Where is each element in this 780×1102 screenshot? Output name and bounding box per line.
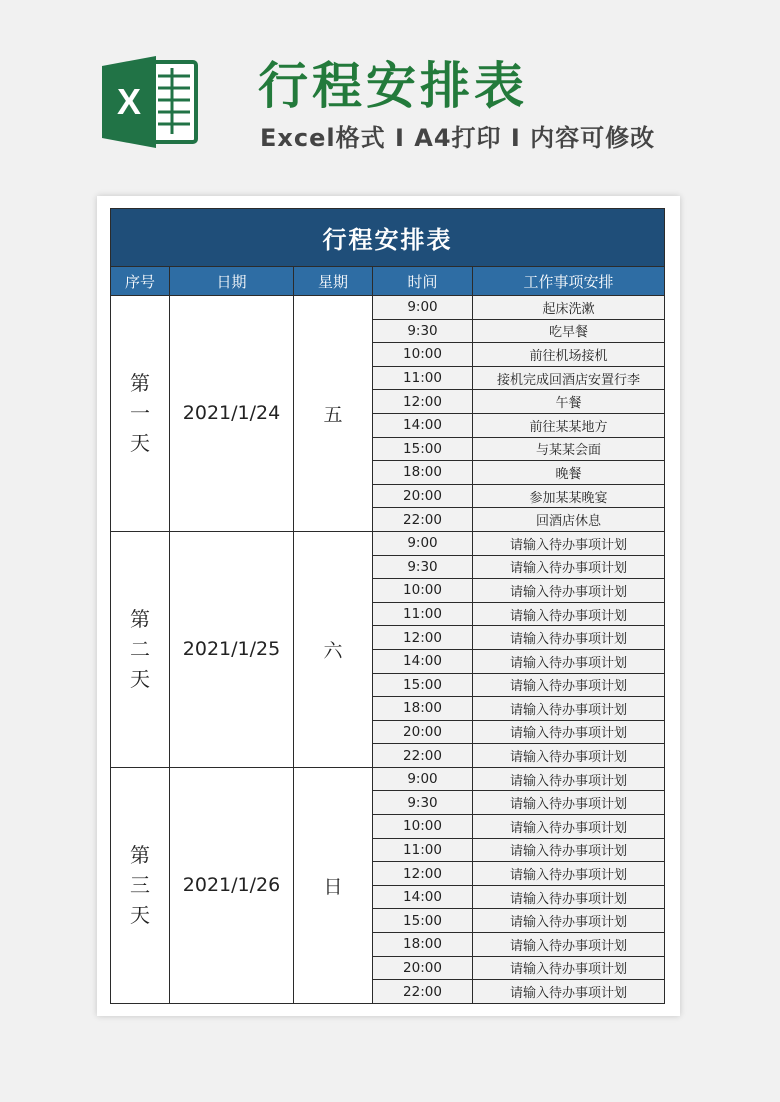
day-label-cell — [111, 767, 170, 1003]
task-cell: 请输入待办事项计划 — [473, 956, 665, 980]
date-cell: 2021/1/25 — [170, 531, 294, 767]
time-cell: 10:00 — [373, 343, 473, 367]
day-label-char: 天 — [130, 431, 150, 456]
task-cell: 前往机场接机 — [473, 343, 665, 367]
excel-logo-icon — [100, 52, 200, 152]
time-cell: 14:00 — [373, 649, 473, 673]
page-title: 行程安排表 — [258, 57, 528, 115]
day-label-char: 天 — [130, 903, 150, 928]
time-cell: 12:00 — [373, 626, 473, 650]
task-cell: 请输入待办事项计划 — [473, 767, 665, 791]
time-cell: 11:00 — [373, 602, 473, 626]
task-cell: 起床洗漱 — [473, 296, 665, 320]
day-label-char: 天 — [130, 667, 150, 692]
task-cell: 参加某某晚宴 — [473, 484, 665, 508]
task-cell: 请输入待办事项计划 — [473, 697, 665, 721]
task-cell: 请输入待办事项计划 — [473, 909, 665, 933]
table-row — [111, 296, 665, 320]
time-cell: 9:30 — [373, 555, 473, 579]
time-cell: 15:00 — [373, 673, 473, 697]
task-cell: 前往某某地方 — [473, 413, 665, 437]
time-cell: 20:00 — [373, 720, 473, 744]
time-cell: 11:00 — [373, 366, 473, 390]
date-cell: 2021/1/24 — [170, 296, 294, 532]
day-label-char: 三 — [130, 873, 150, 898]
day-label-char: 二 — [130, 637, 150, 662]
weekday-cell: 六 — [294, 531, 373, 767]
column-header-seq: 序号 — [111, 267, 170, 296]
task-cell: 请输入待办事项计划 — [473, 791, 665, 815]
time-cell: 11:00 — [373, 838, 473, 862]
time-cell: 22:00 — [373, 980, 473, 1004]
task-cell: 请输入待办事项计划 — [473, 838, 665, 862]
task-cell: 请输入待办事项计划 — [473, 602, 665, 626]
task-cell: 晚餐 — [473, 461, 665, 485]
task-cell: 请输入待办事项计划 — [473, 933, 665, 957]
task-cell: 请输入待办事项计划 — [473, 579, 665, 603]
task-cell: 午餐 — [473, 390, 665, 414]
task-cell: 请输入待办事项计划 — [473, 815, 665, 839]
time-cell: 9:00 — [373, 296, 473, 320]
time-cell: 12:00 — [373, 862, 473, 886]
time-cell: 14:00 — [373, 413, 473, 437]
time-cell: 22:00 — [373, 508, 473, 532]
date-cell: 2021/1/26 — [170, 767, 294, 1003]
time-cell: 9:30 — [373, 319, 473, 343]
day-label-char: 第 — [130, 607, 150, 632]
task-cell: 回酒店休息 — [473, 508, 665, 532]
schedule-table — [110, 208, 665, 1004]
task-cell: 请输入待办事项计划 — [473, 885, 665, 909]
day-label-cell — [111, 296, 170, 532]
day-label-char: 一 — [130, 401, 150, 426]
weekday-cell: 五 — [294, 296, 373, 532]
time-cell: 18:00 — [373, 461, 473, 485]
svg-text:X: X — [116, 81, 142, 122]
time-cell: 20:00 — [373, 484, 473, 508]
day-label-cell — [111, 531, 170, 767]
task-cell: 请输入待办事项计划 — [473, 531, 665, 555]
column-header-time: 时间 — [373, 267, 473, 296]
task-cell: 与某某会面 — [473, 437, 665, 461]
task-cell: 请输入待办事项计划 — [473, 673, 665, 697]
table-row — [111, 531, 665, 555]
time-cell: 9:00 — [373, 531, 473, 555]
column-header-weekday: 星期 — [294, 267, 373, 296]
day-label-char: 第 — [130, 843, 150, 868]
time-cell: 10:00 — [373, 815, 473, 839]
page-header — [0, 0, 780, 200]
table-title: 行程安排表 — [111, 209, 665, 267]
time-cell: 9:00 — [373, 767, 473, 791]
table-row — [111, 767, 665, 791]
schedule-body — [111, 296, 665, 1004]
time-cell: 18:00 — [373, 697, 473, 721]
time-cell: 14:00 — [373, 885, 473, 909]
task-cell: 接机完成回酒店安置行李 — [473, 366, 665, 390]
weekday-cell: 日 — [294, 767, 373, 1003]
column-header-date: 日期 — [170, 267, 294, 296]
time-cell: 18:00 — [373, 933, 473, 957]
task-cell: 请输入待办事项计划 — [473, 980, 665, 1004]
task-cell: 请输入待办事项计划 — [473, 649, 665, 673]
time-cell: 20:00 — [373, 956, 473, 980]
task-cell: 请输入待办事项计划 — [473, 744, 665, 768]
task-cell: 请输入待办事项计划 — [473, 626, 665, 650]
time-cell: 10:00 — [373, 579, 473, 603]
time-cell: 12:00 — [373, 390, 473, 414]
task-cell: 请输入待办事项计划 — [473, 555, 665, 579]
page-subtitle: Excel格式 I A4打印 I 内容可修改 — [260, 124, 656, 152]
task-cell: 吃早餐 — [473, 319, 665, 343]
time-cell: 15:00 — [373, 437, 473, 461]
time-cell: 15:00 — [373, 909, 473, 933]
time-cell: 22:00 — [373, 744, 473, 768]
time-cell: 9:30 — [373, 791, 473, 815]
task-cell: 请输入待办事项计划 — [473, 720, 665, 744]
column-header-task: 工作事项安排 — [473, 267, 665, 296]
day-label-char: 第 — [130, 371, 150, 396]
task-cell: 请输入待办事项计划 — [473, 862, 665, 886]
